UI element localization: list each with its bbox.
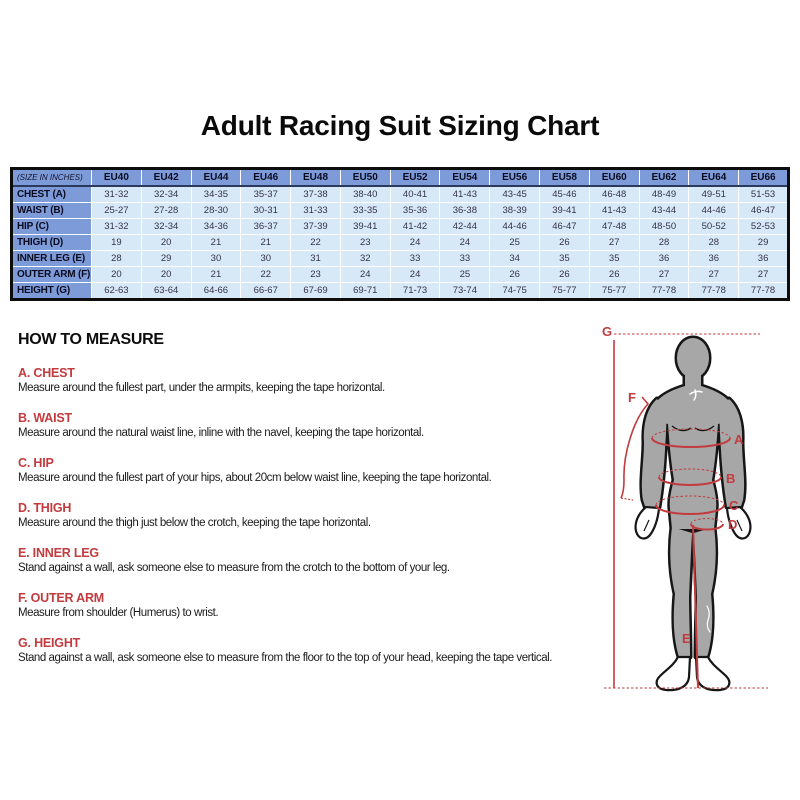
figure-label-hip: C [729, 498, 739, 513]
alpinestars-logo-forearm-icon [634, 468, 636, 494]
measure-section-label: C. HIP [18, 456, 54, 470]
column-header-eu48: EU48 [291, 169, 341, 187]
size-cell: 31 [291, 251, 341, 267]
table-header-row [12, 169, 789, 187]
column-header-eu64: EU64 [689, 169, 739, 187]
size-cell: 21 [191, 235, 241, 251]
size-cell: 46-48 [589, 186, 639, 203]
size-cell: 35-36 [390, 203, 440, 219]
outer-arm-measure-tick [621, 498, 633, 500]
size-cell: 39-41 [540, 203, 590, 219]
size-cell: 34-36 [191, 219, 241, 235]
size-cell: 77-78 [639, 283, 689, 300]
size-cell: 31-33 [291, 203, 341, 219]
size-cell: 21 [191, 267, 241, 283]
size-cell: 34 [490, 251, 540, 267]
column-header-eu54: EU54 [440, 169, 490, 187]
measure-section-text: Stand against a wall, ask someone else to measure from the floor to the top of your head, keeping the tape vertical. [18, 652, 553, 664]
size-cell: 31-32 [92, 219, 142, 235]
figure-label-chest: A [734, 432, 744, 447]
table-row [12, 251, 789, 267]
how-to-measure-section [18, 331, 593, 681]
size-cell: 24 [390, 267, 440, 283]
size-cell: 40-41 [390, 186, 440, 203]
table-row [12, 219, 789, 235]
size-cell: 74-75 [490, 283, 540, 300]
measure-section-label: B. WAIST [18, 411, 72, 425]
size-cell: 41-42 [390, 219, 440, 235]
size-cell: 25 [490, 235, 540, 251]
column-header-eu46: EU46 [241, 169, 291, 187]
size-cell: 27 [739, 267, 789, 283]
size-cell: 33 [390, 251, 440, 267]
size-cell: 37-39 [291, 219, 341, 235]
size-cell: 27 [589, 235, 639, 251]
size-cell: 48-50 [639, 219, 689, 235]
column-header-eu50: EU50 [340, 169, 390, 187]
size-cell: 36-38 [440, 203, 490, 219]
column-header-eu44: EU44 [191, 169, 241, 187]
table-row [12, 283, 789, 300]
size-cell: 33 [440, 251, 490, 267]
column-header-eu42: EU42 [141, 169, 191, 187]
page-title: Adult Racing Suit Sizing Chart [200, 110, 600, 141]
size-cell: 26 [540, 235, 590, 251]
size-cell: 32 [340, 251, 390, 267]
measure-section [18, 501, 593, 531]
measure-section-text: Measure around the fullest part, under the armpits, keeping the tape horizontal. [18, 382, 385, 394]
size-cell: 44-46 [490, 219, 540, 235]
right-foot [696, 657, 729, 690]
size-cell: 51-53 [739, 186, 789, 203]
measure-section [18, 366, 593, 396]
size-cell: 30-31 [241, 203, 291, 219]
measure-section-label: F. OUTER ARM [18, 591, 105, 605]
measure-section-label: G. HEIGHT [18, 636, 81, 650]
table-row [12, 186, 789, 203]
size-cell: 49-51 [689, 186, 739, 203]
column-header-eu40: EU40 [92, 169, 142, 187]
size-cell: 28 [689, 235, 739, 251]
size-cell: 24 [440, 235, 490, 251]
size-cell: 27 [639, 267, 689, 283]
size-cell: 48-49 [639, 186, 689, 203]
size-cell: 38-40 [340, 186, 390, 203]
size-cell: 27 [689, 267, 739, 283]
size-cell: 46-47 [540, 219, 590, 235]
measure-sections [18, 366, 593, 666]
figure-label-height: G [602, 324, 613, 339]
measure-section-text: Measure from shoulder (Humerus) to wrist. [18, 607, 219, 619]
size-cell: 77-78 [689, 283, 739, 300]
size-cell: 35 [589, 251, 639, 267]
measure-section-text: Measure around the fullest part of your hips, about 20cm below waist line, keeping the tape horizontal. [18, 472, 492, 484]
size-cell: 39-41 [340, 219, 390, 235]
how-to-measure-heading: HOW TO MEASURE [18, 331, 164, 348]
row-label: CHEST (A) [12, 186, 92, 203]
column-header-eu62: EU62 [639, 169, 689, 187]
size-cell: 43-44 [639, 203, 689, 219]
figure-label-waist: B [726, 471, 736, 486]
size-cell: 28 [92, 251, 142, 267]
table-row [12, 267, 789, 283]
size-cell: 75-77 [540, 283, 590, 300]
size-cell: 75-77 [589, 283, 639, 300]
size-cell: 30 [191, 251, 241, 267]
size-cell: 69-71 [340, 283, 390, 300]
size-cell: 41-43 [589, 203, 639, 219]
size-cell: 36 [689, 251, 739, 267]
table-row [12, 235, 789, 251]
measure-section-text: Measure around the natural waist line, inline with the navel, keeping the tape horizontal. [18, 427, 424, 439]
measurement-figure [588, 310, 792, 702]
size-cell: 71-73 [390, 283, 440, 300]
size-cell: 62-63 [92, 283, 142, 300]
size-cell: 66-67 [241, 283, 291, 300]
size-cell: 29 [141, 251, 191, 267]
size-cell: 30 [241, 251, 291, 267]
column-header-eu52: EU52 [390, 169, 440, 187]
size-cell: 27-28 [141, 203, 191, 219]
size-cell: 35 [540, 251, 590, 267]
row-label: THIGH (D) [12, 235, 92, 251]
column-header-eu60: EU60 [589, 169, 639, 187]
figure-label-outer-arm: F [628, 390, 636, 405]
size-cell: 38-39 [490, 203, 540, 219]
size-cell: 22 [291, 235, 341, 251]
size-cell: 32-34 [141, 219, 191, 235]
size-cell: 63-64 [141, 283, 191, 300]
size-cell: 41-43 [440, 186, 490, 203]
size-cell: 20 [141, 267, 191, 283]
measure-section [18, 456, 593, 486]
size-cell: 33-35 [340, 203, 390, 219]
measure-section [18, 591, 593, 621]
size-cell: 36-37 [241, 219, 291, 235]
size-cell: 64-66 [191, 283, 241, 300]
size-cell: 28-30 [191, 203, 241, 219]
size-cell: 73-74 [440, 283, 490, 300]
row-label: WAIST (B) [12, 203, 92, 219]
size-cell: 32-34 [141, 186, 191, 203]
size-cell: 34-35 [191, 186, 241, 203]
figure-label-thigh: D [728, 517, 738, 532]
row-label: HIP (C) [12, 219, 92, 235]
size-cell: 26 [589, 267, 639, 283]
size-cell: 24 [390, 235, 440, 251]
measure-section [18, 411, 593, 441]
measure-section-label: E. INNER LEG [18, 546, 99, 560]
measure-section-text: Stand against a wall, ask someone else to measure from the crotch to the bottom of your leg. [18, 562, 450, 574]
table-corner-label: (SIZE IN INCHES) [12, 169, 92, 187]
size-cell: 20 [141, 235, 191, 251]
size-cell: 29 [739, 235, 789, 251]
size-cell: 46-47 [739, 203, 789, 219]
size-cell: 42-44 [440, 219, 490, 235]
sizing-table [10, 167, 790, 301]
size-cell: 24 [340, 267, 390, 283]
left-foot [657, 657, 690, 690]
size-cell: 19 [92, 235, 142, 251]
measure-section [18, 636, 593, 666]
size-cell: 37-38 [291, 186, 341, 203]
row-label: INNER LEG (E) [12, 251, 92, 267]
size-cell: 25 [440, 267, 490, 283]
size-cell: 35-37 [241, 186, 291, 203]
row-label: OUTER ARM (F) [12, 267, 92, 283]
measure-section-label: D. THIGH [18, 501, 72, 515]
body-figure-svg [588, 310, 792, 702]
size-cell: 22 [241, 267, 291, 283]
size-cell: 26 [540, 267, 590, 283]
measure-section-label: A. CHEST [18, 366, 75, 380]
size-cell: 52-53 [739, 219, 789, 235]
size-cell: 77-78 [739, 283, 789, 300]
size-cell: 25-27 [92, 203, 142, 219]
size-cell: 44-46 [689, 203, 739, 219]
row-label: HEIGHT (G) [12, 283, 92, 300]
size-cell: 31-32 [92, 186, 142, 203]
size-cell: 20 [92, 267, 142, 283]
size-cell: 28 [639, 235, 689, 251]
size-cell: 23 [340, 235, 390, 251]
size-cell: 47-48 [589, 219, 639, 235]
column-header-eu56: EU56 [490, 169, 540, 187]
size-cell: 26 [490, 267, 540, 283]
size-cell: 36 [739, 251, 789, 267]
measure-section [18, 546, 593, 576]
table-row [12, 203, 789, 219]
column-header-eu66: EU66 [739, 169, 789, 187]
column-header-eu58: EU58 [540, 169, 590, 187]
size-cell: 67-69 [291, 283, 341, 300]
size-cell: 36 [639, 251, 689, 267]
size-cell: 50-52 [689, 219, 739, 235]
size-cell: 21 [241, 235, 291, 251]
size-cell: 45-46 [540, 186, 590, 203]
figure-label-inner-leg: E [682, 631, 691, 646]
size-cell: 23 [291, 267, 341, 283]
measure-section-text: Measure around the thigh just below the crotch, keeping the tape horizontal. [18, 517, 371, 529]
size-cell: 43-45 [490, 186, 540, 203]
